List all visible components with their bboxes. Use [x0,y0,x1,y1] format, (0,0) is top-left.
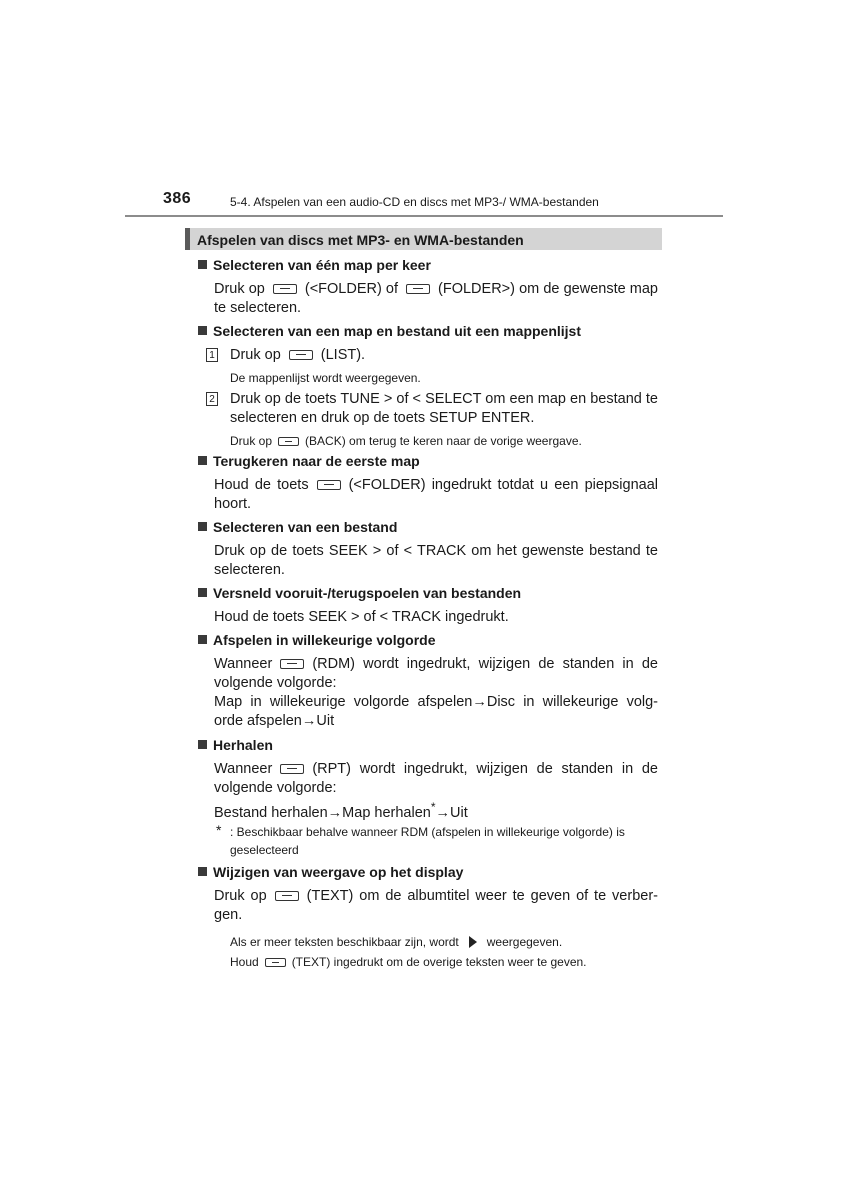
text: Druk op [230,347,281,363]
paragraph-repeat-order [214,798,658,823]
paragraph-select-file: Druk op de toets SEEK > of < TRACK om het gewenste bestand te selecteren. [214,543,658,578]
text: Druk op [214,281,265,297]
button-key-icon [278,437,299,446]
footnote-star: * [216,822,222,838]
heading-repeat [198,737,273,753]
button-key-icon [275,891,299,901]
text: →Uit [435,804,468,821]
paragraph-fast-forward: Houd de toets SEEK > of < TRACK ingedrukt. [214,609,509,625]
heading-text: Terugkeren naar de eerste map [213,453,420,469]
text: (RDM) wordt ingedrukt, wijzigen de standen in de volgende volgorde: [214,656,658,691]
square-bullet-icon [198,260,207,269]
button-key-icon [280,764,304,774]
text: Houd [230,955,259,969]
heading-text: Selecteren van één map per keer [213,257,431,273]
text: (<FOLDER) ingedrukt totdat u een piepsignaal hoort. [214,477,658,512]
button-key-icon [273,284,297,294]
step-number-1: 1 [206,348,218,362]
square-bullet-icon [198,326,207,335]
text: Houd de toets [214,477,309,493]
text: Druk op [230,434,273,448]
right-triangle-icon [469,936,477,948]
footnote-marker: * [430,800,436,814]
display-note-2 [230,953,587,971]
paragraph-first-folder [214,476,658,514]
text: Druk op [214,888,267,904]
heading-display [198,864,463,880]
button-key-icon [317,480,341,490]
page-header [163,190,623,214]
text: weergegeven. [486,935,563,949]
paragraph-display [214,887,658,925]
section-title: Afspelen van discs met MP3- en WMA-bestanden [197,232,524,248]
paragraph-random-order: Map in willekeurige volgorde afspelen→Disc in willekeurige volg-orde afspelen→Uit [214,694,658,729]
text: Wanneer [214,761,273,777]
chapter-title: 5-4. Afspelen van een audio-CD en discs met MP3-/ WMA-bestanden [230,195,599,209]
text: (TEXT) ingedrukt om de overige teksten weer te geven. [291,955,587,969]
text: (LIST). [320,347,366,363]
display-note-1 [230,933,562,951]
square-bullet-icon [198,456,207,465]
heading-select-folder [198,257,431,273]
button-key-icon [265,958,286,967]
square-bullet-icon [198,522,207,531]
step-number-2: 2 [206,392,218,406]
text: Bestand herhalen→Map herhalen [214,804,431,821]
text: (TEXT) om de albumtitel weer te geven of te verber-gen. [214,888,658,923]
square-bullet-icon [198,867,207,876]
footnote-text: : Beschikbaar behalve wanneer RDM (afspelen in willekeurige volgorde) is geselecteerd [230,825,625,857]
square-bullet-icon [198,740,207,749]
button-key-icon [280,659,304,669]
heading-text: Wijzigen van weergave op het display [213,864,464,880]
text: (FOLDER>) om de gewenste map te selecteren. [214,281,658,316]
paragraph-repeat [214,760,658,798]
section-accent [185,228,190,250]
step-1-text [230,346,658,365]
text: (BACK) om terug te keren naar de vorige weergave. [305,434,582,448]
square-bullet-icon [198,635,207,644]
heading-text: Selecteren van een map en bestand uit een mappenlijst [213,323,582,339]
heading-text: Afspelen in willekeurige volgorde [213,632,436,648]
paragraph-select-folder [214,280,658,318]
heading-text: Herhalen [213,737,273,753]
step-2-note [230,432,582,450]
header-rule [125,215,723,217]
square-bullet-icon [198,588,207,597]
heading-text: Selecteren van een bestand [213,519,398,535]
text: Wanneer [214,656,273,672]
heading-select-from-list [198,323,581,339]
heading-fast-forward [198,585,521,601]
page-number: 386 [163,190,192,207]
text: Als er meer teksten beschikbaar zijn, wordt [230,935,459,949]
heading-text: Versneld vooruit-/terugspoelen van bestanden [213,585,522,601]
text: (<FOLDER) of [304,281,399,297]
step-1-note: De mappenlijst wordt weergegeven. [230,371,421,385]
button-key-icon [289,350,313,360]
heading-first-folder [198,453,420,469]
heading-select-file [198,519,397,535]
heading-random [198,632,436,648]
button-key-icon [406,284,430,294]
step-2-text: Druk op de toets TUNE > of < SELECT om een map en bestand te selecteren en druk op de toets SETUP ENTER. [230,391,658,426]
text: (RPT) wordt ingedrukt, wijzigen de standen in de volgende volgorde: [214,761,658,796]
paragraph-random [214,655,658,693]
section-title-bar [185,228,662,250]
